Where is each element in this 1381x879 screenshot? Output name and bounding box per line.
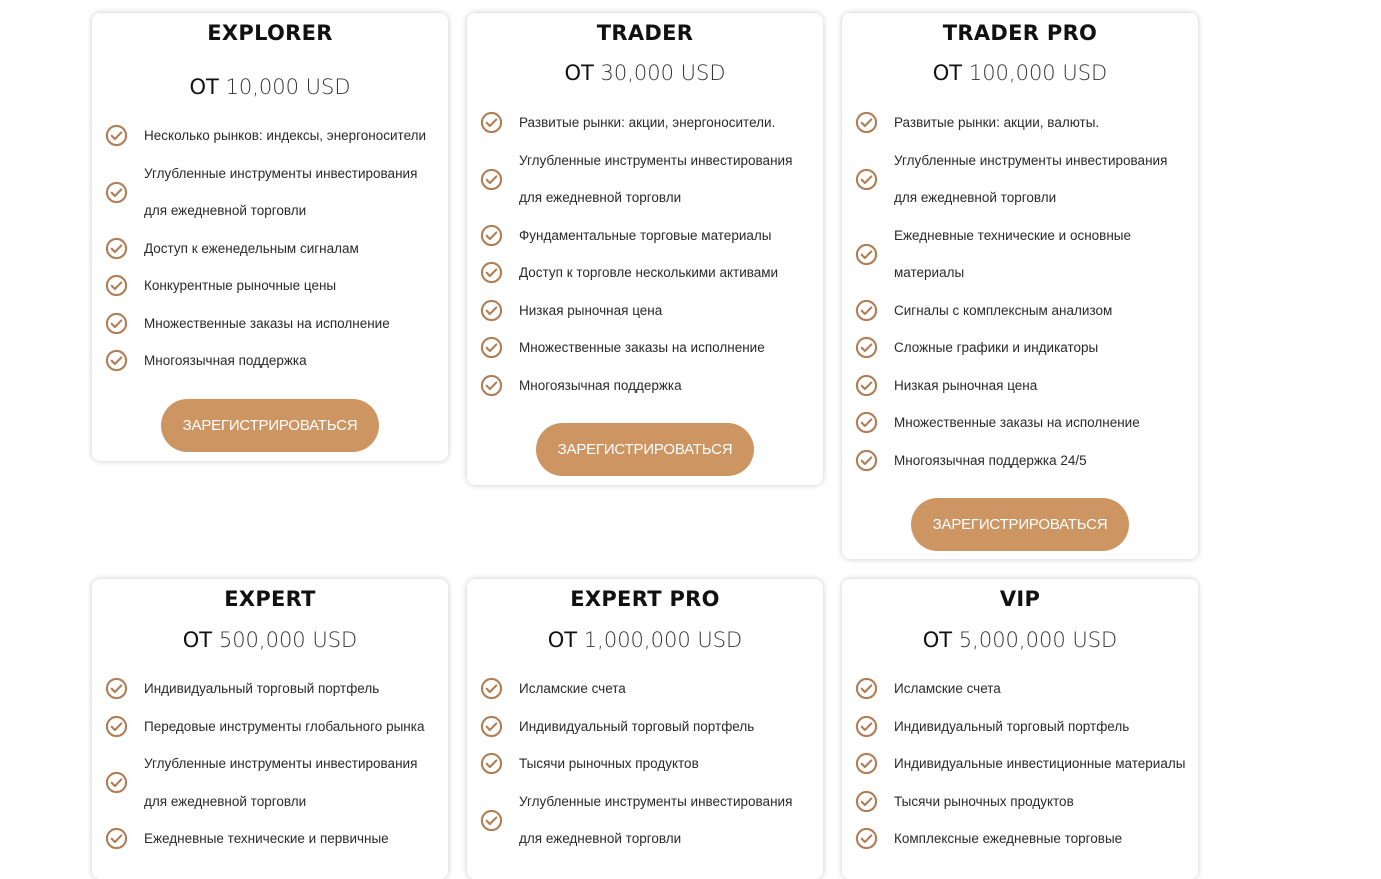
- register-button[interactable]: ЗАРЕГИСТРИРОВАТЬСЯ: [161, 399, 379, 452]
- feature-item: Развитые рынки: акции, энергоносители.: [479, 104, 815, 142]
- feature-item: Низкая рыночная цена: [854, 367, 1190, 405]
- feature-item: Углубленные инструменты инвестирования для ежедневной торговли: [854, 142, 1190, 217]
- feature-item: Множественные заказы на исполнение: [104, 305, 440, 343]
- plan-price: ОТ 10,000 USD: [189, 75, 351, 99]
- feature-list: [854, 670, 1190, 858]
- feature-item: Многоязычная поддержка 24/5: [854, 442, 1190, 480]
- plan-card-trader: [467, 13, 823, 485]
- feature-item: Ежедневные технические и первичные: [104, 820, 440, 858]
- check-circle-icon: [479, 111, 503, 135]
- feature-item: Индивидуальный торговый портфель: [854, 708, 1190, 746]
- check-circle-icon: [854, 373, 878, 397]
- feature-item: Тысячи рыночных продуктов: [479, 745, 815, 783]
- feature-list: [479, 104, 815, 404]
- feature-list: [479, 670, 815, 858]
- check-circle-icon: [104, 311, 128, 335]
- plan-price: ОТ 30,000 USD: [564, 61, 726, 85]
- feature-item: Многоязычная поддержка: [479, 367, 815, 405]
- check-circle-icon: [854, 242, 878, 266]
- feature-list: [854, 104, 1190, 479]
- feature-item: Фундаментальные торговые материалы: [479, 217, 815, 255]
- check-circle-icon: [479, 373, 503, 397]
- feature-item: Несколько рынков: индексы, энергоносители: [104, 117, 440, 155]
- feature-item: Исламские счета: [854, 670, 1190, 708]
- check-circle-icon: [104, 349, 128, 373]
- check-circle-icon: [854, 752, 878, 776]
- feature-item: Исламские счета: [479, 670, 815, 708]
- feature-item: Индивидуальные инвестиционные материалы: [854, 745, 1190, 783]
- feature-item: Тысячи рыночных продуктов: [854, 783, 1190, 821]
- feature-item: Ежедневные технические и основные материалы: [854, 217, 1190, 292]
- plan-card-trader-pro: [842, 13, 1198, 559]
- check-circle-icon: [479, 714, 503, 738]
- check-circle-icon: [479, 752, 503, 776]
- check-circle-icon: [104, 714, 128, 738]
- plan-price: ОТ 5,000,000 USD: [922, 628, 1118, 652]
- feature-item: Углубленные инструменты инвестирования для ежедневной торговли: [104, 745, 440, 820]
- feature-item: Развитые рынки: акции, валюты.: [854, 104, 1190, 142]
- check-circle-icon: [854, 677, 878, 701]
- check-circle-icon: [104, 124, 128, 148]
- feature-item: Углубленные инструменты инвестирования для ежедневной торговли: [479, 142, 815, 217]
- check-circle-icon: [104, 771, 128, 795]
- check-circle-icon: [854, 336, 878, 360]
- feature-item: Доступ к торговле несколькими активами: [479, 254, 815, 292]
- plan-card-vip: [842, 579, 1198, 879]
- check-circle-icon: [854, 789, 878, 813]
- feature-item: Индивидуальный торговый портфель: [104, 670, 440, 708]
- check-circle-icon: [854, 167, 878, 191]
- feature-item: Доступ к еженедельным сигналам: [104, 230, 440, 268]
- check-circle-icon: [479, 261, 503, 285]
- plan-title: VIP: [999, 587, 1041, 611]
- feature-list: [104, 117, 440, 380]
- feature-item: Конкурентные рыночные цены: [104, 267, 440, 305]
- plan-title: EXPLORER: [207, 21, 333, 45]
- feature-list: [104, 670, 440, 858]
- plan-card-expert: [92, 579, 448, 879]
- feature-item: Индивидуальный торговый портфель: [479, 708, 815, 746]
- feature-item: Комплексные ежедневные торговые: [854, 820, 1190, 858]
- check-circle-icon: [854, 411, 878, 435]
- check-circle-icon: [104, 274, 128, 298]
- feature-item: Многоязычная поддержка: [104, 342, 440, 380]
- check-circle-icon: [104, 677, 128, 701]
- check-circle-icon: [479, 677, 503, 701]
- feature-item: Множественные заказы на исполнение: [854, 404, 1190, 442]
- plan-price: ОТ 500,000 USD: [182, 628, 358, 652]
- register-button[interactable]: ЗАРЕГИСТРИРОВАТЬСЯ: [536, 423, 754, 476]
- check-circle-icon: [479, 808, 503, 832]
- check-circle-icon: [854, 827, 878, 851]
- check-circle-icon: [479, 167, 503, 191]
- feature-item: Углубленные инструменты инвестирования для ежедневной торговли: [104, 155, 440, 230]
- feature-item: Сложные графики и индикаторы: [854, 329, 1190, 367]
- plan-title: TRADER: [596, 21, 694, 45]
- plan-card-expert-pro: [467, 579, 823, 879]
- feature-item: Передовые инструменты глобального рынка: [104, 708, 440, 746]
- check-circle-icon: [479, 336, 503, 360]
- plan-card-explorer: [92, 13, 448, 461]
- plan-title: EXPERT PRO: [570, 587, 720, 611]
- feature-item: Сигналы с комплексным анализом: [854, 292, 1190, 330]
- feature-item: Множественные заказы на исполнение: [479, 329, 815, 367]
- check-circle-icon: [854, 298, 878, 322]
- check-circle-icon: [854, 714, 878, 738]
- check-circle-icon: [854, 111, 878, 135]
- plan-title: TRADER PRO: [942, 21, 1098, 45]
- plan-price: ОТ 100,000 USD: [932, 61, 1108, 85]
- check-circle-icon: [479, 298, 503, 322]
- plan-title: EXPERT: [224, 587, 316, 611]
- check-circle-icon: [104, 180, 128, 204]
- feature-item: Углубленные инструменты инвестирования для ежедневной торговли: [479, 783, 815, 858]
- check-circle-icon: [854, 448, 878, 472]
- plan-price: ОТ 1,000,000 USD: [547, 628, 743, 652]
- check-circle-icon: [479, 223, 503, 247]
- check-circle-icon: [104, 236, 128, 260]
- check-circle-icon: [104, 827, 128, 851]
- feature-item: Низкая рыночная цена: [479, 292, 815, 330]
- register-button[interactable]: ЗАРЕГИСТРИРОВАТЬСЯ: [911, 498, 1129, 551]
